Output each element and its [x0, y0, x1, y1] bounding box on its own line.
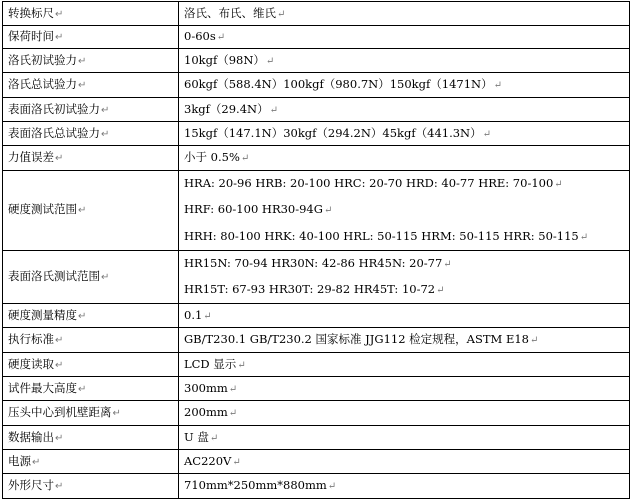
spec-value-line [184, 6, 629, 22]
spec-value: 200mm [184, 405, 228, 420]
spec-label: 表面洛氏总试验力 [8, 125, 100, 140]
spec-label-cell [3, 474, 179, 499]
spec-label: 洛氏初试验力 [8, 52, 77, 67]
spec-label: 数据输出 [8, 429, 54, 444]
spec-value-cell [179, 171, 630, 251]
spec-label-cell [3, 328, 179, 353]
spec-value-line [184, 53, 629, 69]
spec-label: 硬度测试范围 [8, 202, 77, 217]
spec-label-cell [3, 304, 179, 328]
paragraph-mark-icon: ↵ [55, 8, 64, 20]
spec-label-cell [3, 146, 179, 171]
spec-value-cell [179, 377, 630, 401]
spec-label-cell [3, 450, 179, 474]
spec-value: 15kgf（147.1N）30kgf（294.2N）45kgf（441.3N） [184, 125, 482, 140]
spec-value-line [184, 197, 629, 223]
paragraph-mark-icon: ↵ [55, 32, 64, 43]
paragraph-mark-icon: ↵ [78, 310, 87, 322]
spec-value: HRH: 80-100 HRK: 40-100 HRL: 50-115 HRM: 50-115 HRR: 50-115 [184, 228, 579, 243]
spec-value: U 盘 [184, 429, 209, 444]
spec-label-cell [3, 73, 179, 98]
spec-value-cell [179, 450, 630, 474]
spec-row [3, 304, 630, 328]
spec-value-cell [179, 73, 630, 98]
paragraph-mark-icon: ↵ [269, 104, 278, 116]
paragraph-mark-icon: ↵ [240, 153, 250, 164]
paragraph-mark-icon: ↵ [55, 359, 64, 371]
paragraph-mark-icon: ↵ [112, 408, 121, 420]
spec-value-cell [179, 304, 630, 328]
spec-value-cell [179, 26, 630, 49]
paragraph-mark-icon: ↵ [32, 456, 41, 468]
paragraph-mark-icon: ↵ [216, 32, 226, 43]
spec-value-cell [179, 426, 630, 450]
spec-row [3, 474, 630, 499]
spec-row [3, 171, 630, 251]
spec-value: 3kgf（29.4N） [184, 101, 269, 116]
spec-value-line [184, 381, 629, 397]
paragraph-mark-icon: ↵ [277, 8, 286, 20]
spec-row [3, 328, 630, 353]
spec-value-cell [179, 146, 630, 171]
spec-label-cell [3, 98, 179, 122]
paragraph-mark-icon: ↵ [493, 80, 502, 91]
spec-value-cell [179, 474, 630, 499]
spec-value: LCD 显示 [184, 356, 237, 371]
paragraph-mark-icon: ↵ [265, 55, 275, 67]
spec-value-cell [179, 122, 630, 146]
paragraph-mark-icon: ↵ [579, 231, 589, 243]
spec-value: 60kgf（588.4N）100kgf（980.7N）150kgf（1471N） [184, 77, 493, 91]
paragraph-mark-icon: ↵ [232, 456, 241, 468]
spec-value: 10kgf（98N） [184, 52, 265, 67]
spec-label: 硬度测量精度 [8, 307, 77, 322]
paragraph-mark-icon: ↵ [55, 481, 64, 493]
spec-value-line [184, 77, 629, 93]
spec-value-cell [179, 328, 630, 353]
paragraph-mark-icon: ↵ [101, 272, 110, 284]
spec-label-cell [3, 250, 179, 304]
spec-value-cell [179, 353, 630, 377]
spec-value: HRA: 20-96 HRB: 20-100 HRC: 20-70 HRD: 40-77 HRE: 70-100 [184, 176, 554, 190]
paragraph-mark-icon: ↵ [482, 128, 492, 140]
spec-label: 力值误差 [8, 150, 54, 164]
spec-label-cell [3, 26, 179, 49]
spec-row [3, 98, 630, 122]
paragraph-mark-icon: ↵ [55, 335, 64, 347]
spec-value-line [184, 251, 629, 277]
spec-value-cell [179, 250, 630, 304]
spec-row [3, 377, 630, 401]
spec-value-line [184, 224, 629, 250]
paragraph-mark-icon: ↵ [443, 258, 452, 270]
paragraph-mark-icon: ↵ [554, 179, 563, 190]
spec-label: 表面洛氏测试范围 [8, 269, 100, 284]
paragraph-mark-icon: ↵ [203, 310, 212, 322]
paragraph-mark-icon: ↵ [237, 359, 246, 371]
spec-label: 表面洛氏初试验力 [8, 101, 100, 116]
spec-row [3, 73, 630, 98]
paragraph-mark-icon: ↵ [327, 481, 337, 493]
spec-label-cell [3, 377, 179, 401]
spec-label: 执行标准 [8, 332, 54, 347]
spec-row [3, 353, 630, 377]
spec-label-cell [3, 353, 179, 377]
paragraph-mark-icon: ↵ [228, 408, 238, 420]
paragraph-mark-icon: ↵ [55, 432, 64, 444]
spec-value-line [184, 478, 629, 494]
paragraph-mark-icon: ↵ [101, 128, 110, 140]
spec-row [3, 26, 630, 49]
spec-label-cell [3, 49, 179, 73]
spec-value: 洛氏、布氏、维氏 [184, 5, 276, 20]
paragraph-mark-icon: ↵ [78, 55, 87, 67]
spec-label: 外形尺寸 [8, 478, 54, 493]
spec-value: HR15N: 70-94 HR30N: 42-86 HR45N: 20-77 [184, 255, 443, 270]
spec-value-line [184, 430, 629, 446]
spec-label: 硬度读取 [8, 356, 54, 371]
spec-value-cell [179, 49, 630, 73]
paragraph-mark-icon: ↵ [228, 383, 238, 395]
spec-label: 保荷时间 [8, 29, 54, 43]
spec-label: 压头中心到机壁距离 [8, 405, 112, 420]
paragraph-mark-icon: ↵ [101, 104, 110, 116]
paragraph-mark-icon: ↵ [323, 205, 333, 217]
spec-value-line [184, 150, 629, 166]
spec-row [3, 146, 630, 171]
spec-value-cell [179, 98, 630, 122]
paragraph-mark-icon: ↵ [78, 205, 87, 217]
spec-value-line [184, 102, 629, 118]
spec-value-line [184, 277, 629, 303]
spec-value-line [184, 126, 629, 142]
spec-table-body [3, 2, 630, 499]
spec-table [2, 1, 630, 499]
spec-value: 710mm*250mm*880mm [184, 478, 327, 493]
spec-row [3, 401, 630, 426]
spec-row [3, 122, 630, 146]
spec-label: 试件最大高度 [8, 380, 77, 395]
spec-label: 洛氏总试验力 [8, 77, 77, 91]
spec-label-cell [3, 122, 179, 146]
spec-row [3, 2, 630, 26]
spec-value-cell [179, 401, 630, 426]
spec-value-line [184, 308, 629, 324]
spec-value-line [184, 171, 629, 197]
paragraph-mark-icon: ↵ [436, 285, 445, 297]
spec-value: AC220V [184, 453, 232, 468]
spec-label: 电源 [8, 453, 31, 468]
spec-value-cell [179, 2, 630, 26]
spec-row [3, 49, 630, 73]
spec-value: HRF: 60-100 HR30-94G [184, 202, 323, 217]
spec-value: 300mm [184, 380, 228, 395]
spec-value-line [184, 405, 629, 421]
paragraph-mark-icon: ↵ [55, 153, 64, 164]
paragraph-mark-icon: ↵ [209, 432, 219, 444]
paragraph-mark-icon: ↵ [78, 80, 87, 91]
spec-value: 小于 0.5% [184, 150, 240, 164]
spec-label-cell [3, 171, 179, 251]
spec-row [3, 250, 630, 304]
spec-row [3, 450, 630, 474]
spec-label-cell [3, 426, 179, 450]
spec-value-line [184, 332, 629, 348]
spec-value-line [184, 29, 629, 45]
paragraph-mark-icon: ↵ [530, 335, 539, 347]
spec-label-cell [3, 2, 179, 26]
spec-label-cell [3, 401, 179, 426]
spec-label: 转换标尺 [8, 5, 54, 20]
spec-value: HR15T: 67-93 HR30T: 29-82 HR45T: 10-72 [184, 282, 436, 297]
paragraph-mark-icon: ↵ [78, 383, 87, 395]
spec-value: GB/T230.1 GB/T230.2 国家标准 JJG112 检定规程，ASTM E18 [184, 332, 529, 347]
spec-row [3, 426, 630, 450]
spec-value-line [184, 357, 629, 373]
spec-value: 0.1 [184, 307, 203, 322]
spec-value-line [184, 454, 629, 470]
spec-value: 0-60s [184, 29, 216, 43]
